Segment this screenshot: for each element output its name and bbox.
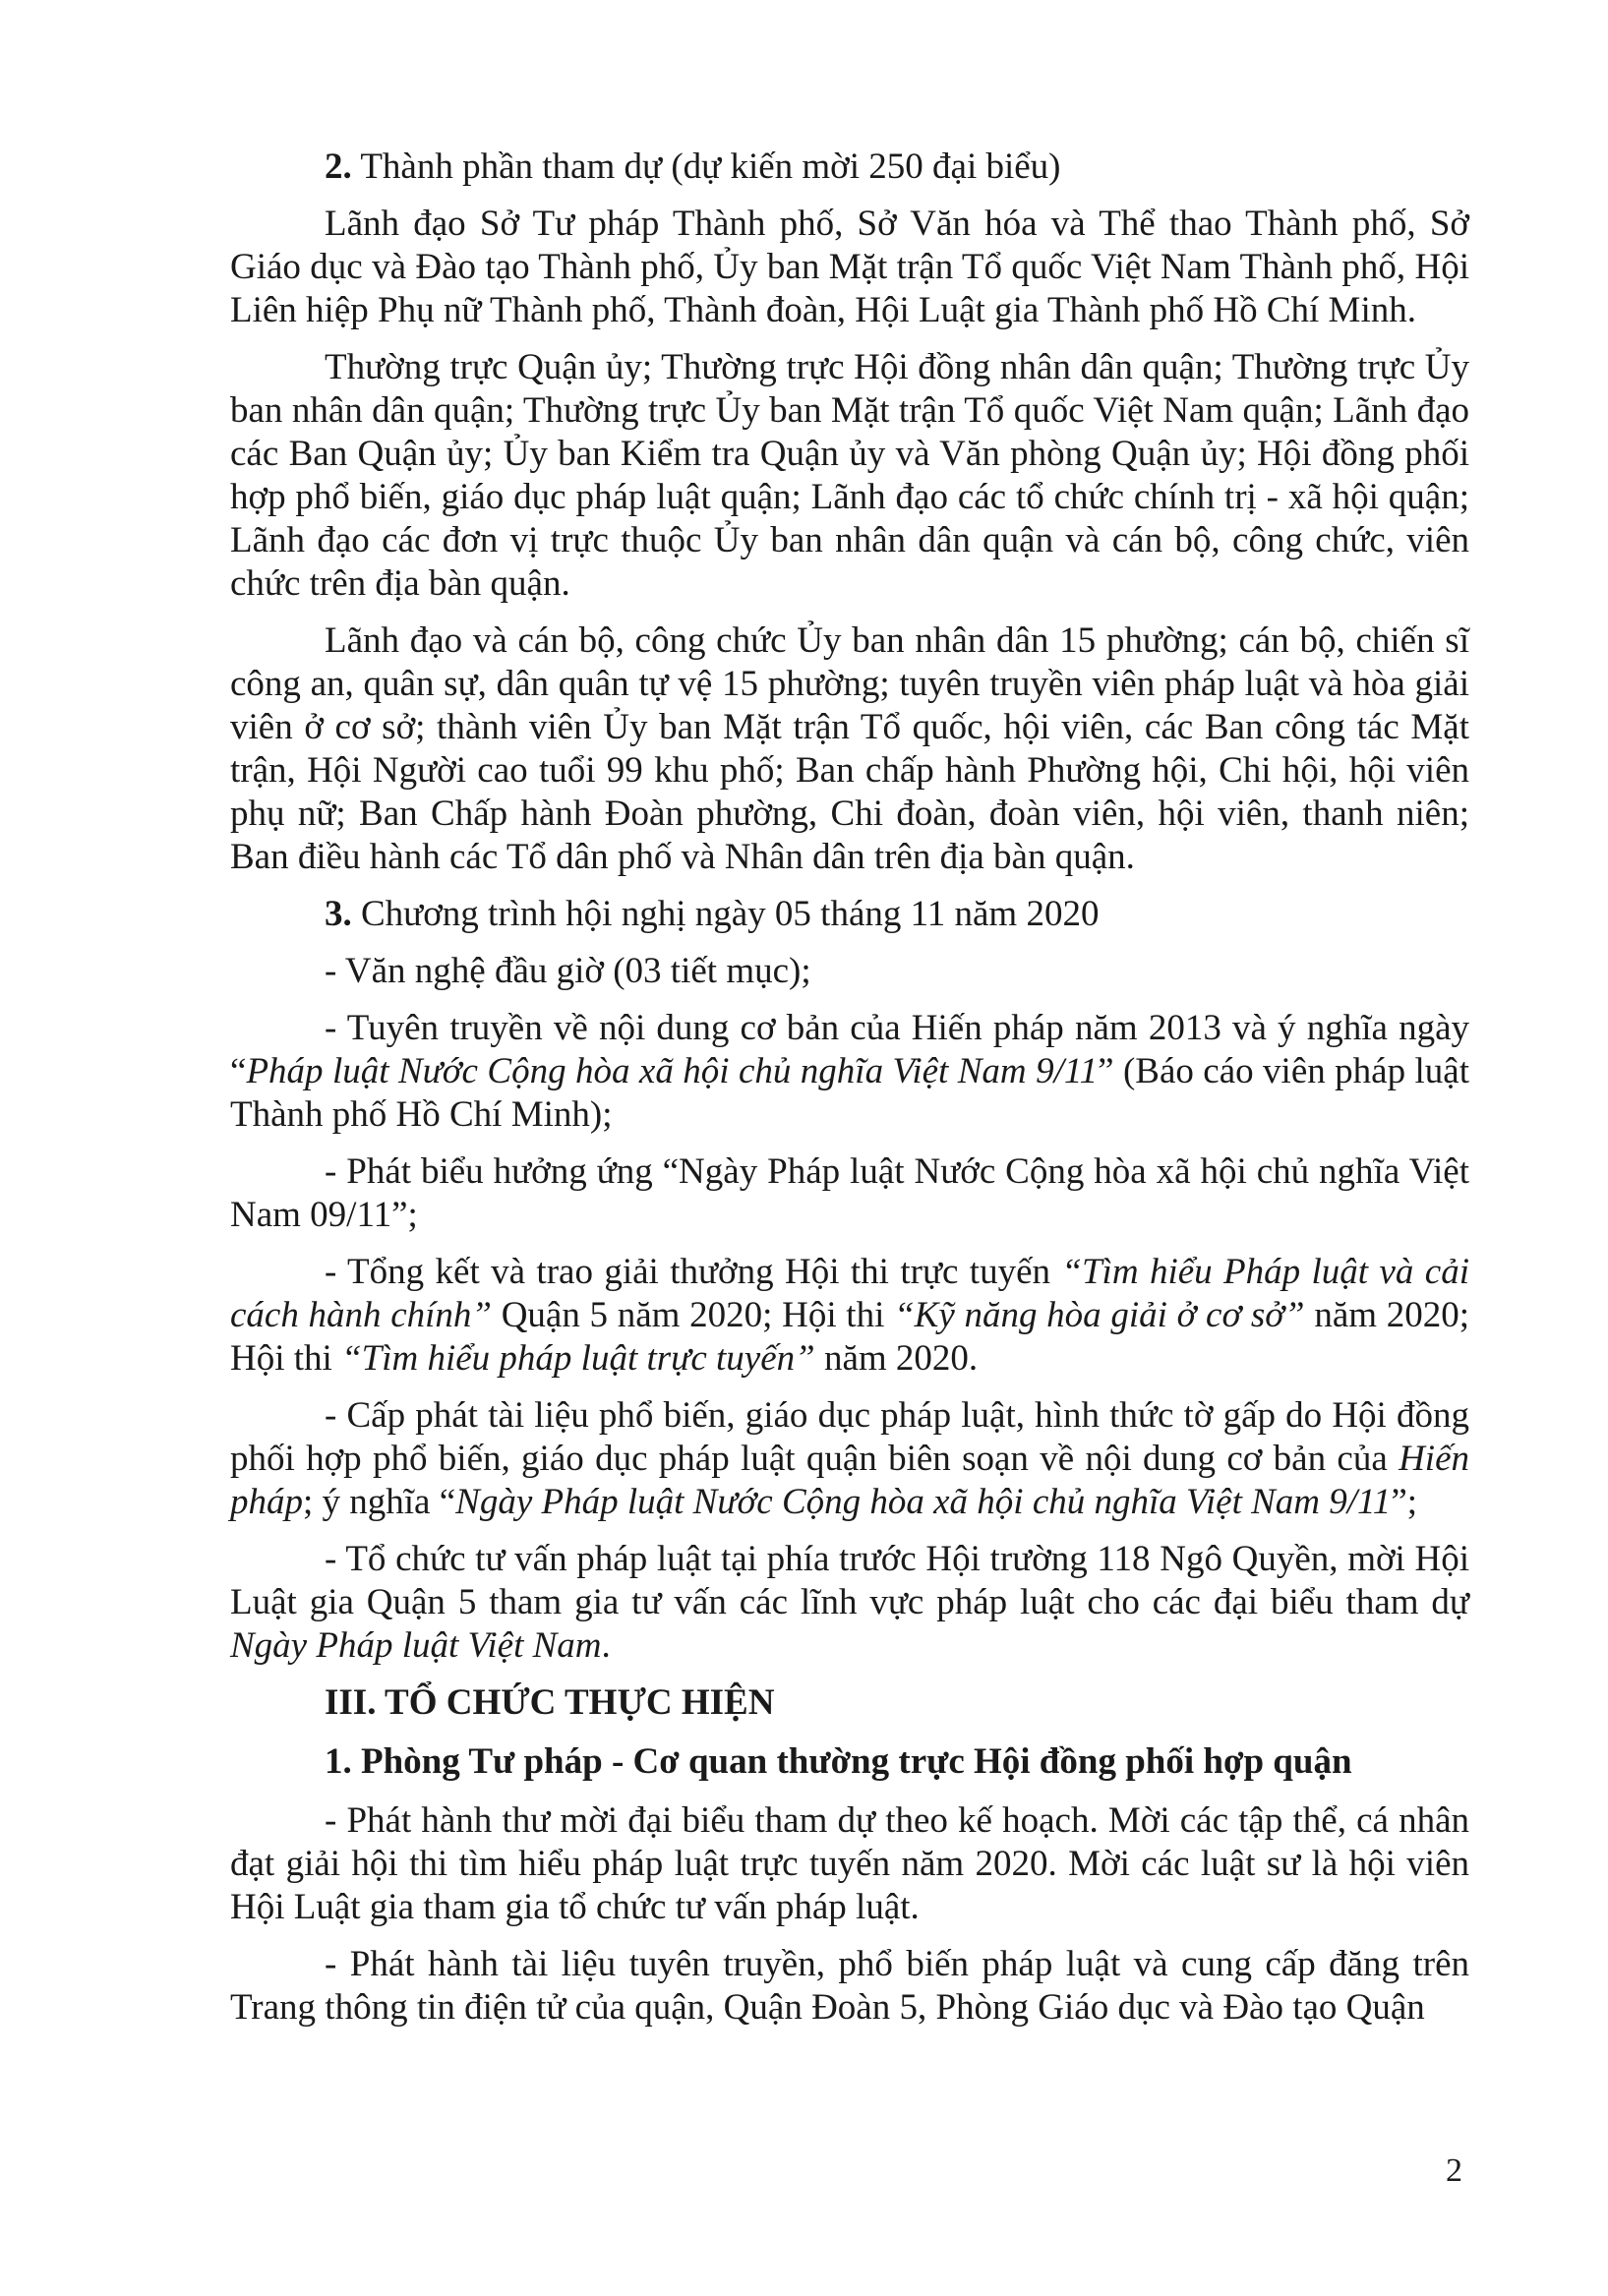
- program-item-1: - Văn nghệ đầu giờ (03 tiết mục);: [325, 951, 811, 991]
- program-item-6-italic: Ngày Pháp luật Việt Nam: [230, 1625, 602, 1666]
- program-item-5: [230, 1394, 1469, 1524]
- program-item-6-text-a: - Tổ chức tư vấn pháp luật tại phía trước Hội trường 118 Ngô Quyền, mời Hội Luật gia Quận 5 tham gia tư vấn các lĩnh vực pháp luật cho các đại biểu tham dự: [230, 1539, 1469, 1622]
- part3-item-2: - Phát hành tài liệu tuyên truyền, phổ biến pháp luật và cung cấp đăng trên Trang thông tin điện tử của quận, Quận Đoàn 5, Phòng Giáo dục và Đào tạo Quận: [230, 1944, 1469, 2028]
- section3-number: 3.: [325, 894, 352, 934]
- part3-heading: III. TỔ CHỨC THỰC HIỆN: [325, 1682, 775, 1723]
- document-page: [230, 146, 1469, 2043]
- program-item-5-italic-2: Ngày Pháp luật Nước Cộng hòa xã hội chủ nghĩa Việt Nam 9/11: [455, 1482, 1392, 1522]
- part3-subheading-1: 1. Phòng Tư pháp - Cơ quan thường trực Hội đồng phối hợp quận: [325, 1741, 1352, 1782]
- program-item-4-italic-2: “Kỹ năng hòa giải ở cơ sở”: [894, 1295, 1305, 1335]
- program-item-6: [230, 1538, 1469, 1668]
- program-item-2: [230, 1007, 1469, 1137]
- section2-paragraph-1: Lãnh đạo Sở Tư pháp Thành phố, Sở Văn hóa và Thể thao Thành phố, Sở Giáo dục và Đào tạo Thành phố, Ủy ban Mặt trận Tổ quốc Việt Nam Thành phố, Hội Liên hiệp Phụ nữ Thành phố, Thành đoàn, Hội Luật gia Thành phố Hồ Chí Minh.: [230, 204, 1469, 330]
- program-item-3: - Phát biểu hưởng ứng “Ngày Pháp luật Nước Cộng hòa xã hội chủ nghĩa Việt Nam 09/11”;: [230, 1151, 1469, 1235]
- program-item-5-text-a: - Cấp phát tài liệu phổ biến, giáo dục pháp luật, hình thức tờ gấp do Hội đồng phối hợp phổ biến, giáo dục pháp luật quận biên soạn về nội dung cơ bản của: [230, 1395, 1469, 1479]
- section2-title: Thành phần tham dự (dự kiến mời 250 đại biểu): [351, 147, 1061, 187]
- program-item-4-text-c: năm 2020; Hội thi: [230, 1295, 1469, 1379]
- program-item-5-text-b: ; ý nghĩa “: [303, 1482, 456, 1522]
- program-item-2-italic: Pháp luật Nước Cộng hòa xã hội chủ nghĩa Việt Nam 9/11: [246, 1051, 1099, 1091]
- section2-paragraph-2: Thường trực Quận ủy; Thường trực Hội đồng nhân dân quận; Thường trực Ủy ban nhân dân quận; Thường trực Ủy ban Mặt trận Tổ quốc Việt Nam quận; Lãnh đạo các Ban Quận ủy; Ủy ban Kiểm tra Quận ủy và Văn phòng Quận ủy; Hội đồng phối hợp phổ biến, giáo dục pháp luật quận; Lãnh đạo các tổ chức chính trị - xã hội quận; Lãnh đạo các đơn vị trực thuộc Ủy ban nhân dân quận và cán bộ, công chức, viên chức trên địa bàn quận.: [230, 347, 1469, 604]
- program-item-4: [230, 1251, 1469, 1381]
- program-item-2-text-a: - Tuyên truyền về nội dung cơ bản của Hiến pháp năm 2013 và ý nghĩa ngày “: [230, 1008, 1469, 1091]
- program-item-4-text-a: - Tổng kết và trao giải thưởng Hội thi trực tuyến: [325, 1252, 1062, 1292]
- section3-heading: [230, 893, 1469, 936]
- program-item-4-text-d: năm 2020.: [814, 1338, 979, 1379]
- page-number: 2: [1446, 2152, 1462, 2189]
- program-item-5-italic-1: Hiến pháp: [230, 1439, 1469, 1522]
- section3-title: Chương trình hội nghị ngày 05 tháng 11 năm 2020: [351, 894, 1100, 934]
- program-item-6-text-b: .: [601, 1625, 611, 1666]
- part3-item-1: - Phát hành thư mời đại biểu tham dự theo kế hoạch. Mời các tập thể, cá nhân đạt giải hội thi tìm hiểu pháp luật trực tuyến năm 2020. Mời các luật sư là hội viên Hội Luật gia tham gia tổ chức tư vấn pháp luật.: [230, 1800, 1469, 1927]
- program-item-4-italic-3: “Tìm hiểu pháp luật trực tuyến”: [341, 1338, 815, 1379]
- program-item-4-text-b: Quận 5 năm 2020; Hội thi: [492, 1295, 895, 1335]
- program-item-2-text-b: ” (Báo cáo viên pháp luật Thành phố Hồ Chí Minh);: [230, 1051, 1470, 1135]
- program-item-5-text-c: ”;: [1391, 1482, 1418, 1522]
- program-item-4-italic-1: “Tìm hiểu Pháp luật và cải cách hành chính”: [230, 1252, 1469, 1335]
- section2-paragraph-3: Lãnh đạo và cán bộ, công chức Ủy ban nhân dân 15 phường; cán bộ, chiến sĩ công an, quân sự, dân quân tự vệ 15 phường; tuyên truyền viên pháp luật và hòa giải viên ở cơ sở; thành viên Ủy ban Mặt trận Tổ quốc, hội viên, các Ban công tác Mặt trận, Hội Người cao tuổi 99 khu phố; Ban chấp hành Phường hội, Chi hội, hội viên phụ nữ; Ban Chấp hành Đoàn phường, Chi đoàn, đoàn viên, hội viên, thanh niên; Ban điều hành các Tổ dân phố và Nhân dân trên địa bàn quận.: [230, 620, 1469, 877]
- section2-heading: [230, 146, 1469, 189]
- section2-number: 2.: [325, 147, 352, 187]
